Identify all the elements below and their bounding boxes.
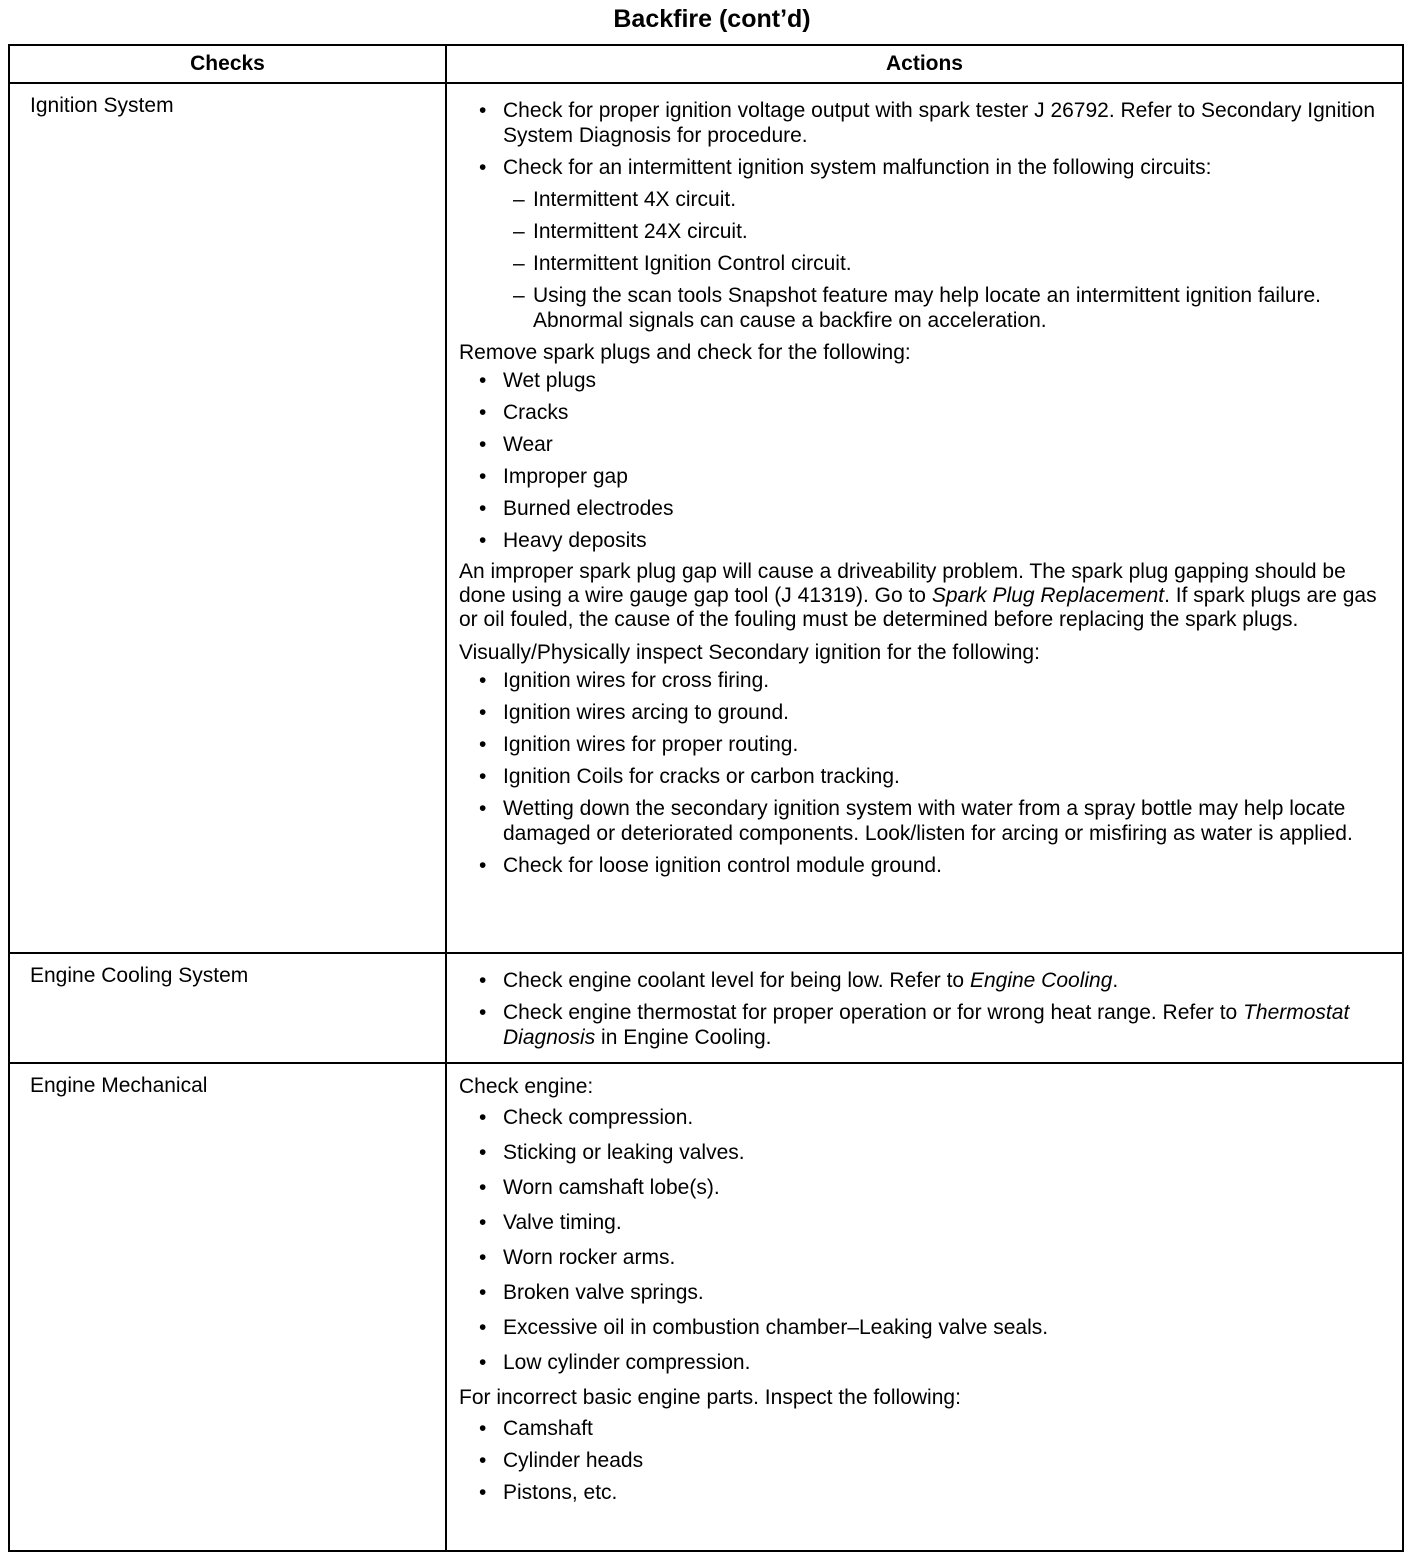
- list-item: • Worn camshaft lobe(s).: [479, 1176, 720, 1199]
- list-item: • Worn rocker arms.: [479, 1246, 676, 1269]
- bullet-icon: •: [479, 969, 487, 992]
- dash-icon: –: [513, 252, 525, 275]
- list-item: • Check compression.: [479, 1106, 694, 1129]
- table-row: [9, 953, 1403, 1063]
- list-item: • Ignition Coils for cracks or carbon tracking.: [479, 765, 900, 788]
- table-row: [9, 1063, 1403, 1551]
- sub-list-item: – Intermittent 4X circuit.: [513, 188, 737, 211]
- list-item: • Ignition wires arcing to ground.: [479, 701, 789, 724]
- checks-header: Checks: [9, 45, 446, 83]
- bullet-icon: •: [479, 1316, 487, 1339]
- dash-icon: –: [513, 188, 525, 211]
- list-item: • Check engine coolant level for being low. Refer to Engine Cooling.: [479, 969, 1119, 992]
- list-item: • Sticking or leaking valves.: [479, 1141, 745, 1164]
- spark-plug-replacement-ref: Spark Plug Replacement: [931, 584, 1165, 607]
- list-item: • Camshaft: [479, 1417, 593, 1440]
- engine-cooling-ref: Engine Cooling: [969, 969, 1113, 992]
- bullet-icon: •: [479, 1246, 487, 1269]
- bullet-icon: •: [479, 797, 487, 820]
- section-heading: Check engine:: [459, 1075, 594, 1098]
- bullet-icon: •: [479, 701, 487, 724]
- list-item: • Check engine thermostat for proper operation or for wrong heat range. Refer to Thermostat Diagnosis in Engine Cooling.: [479, 1001, 1350, 1049]
- list-item: • Burned electrodes: [479, 497, 674, 520]
- bullet-icon: •: [479, 465, 487, 488]
- header-row: [9, 45, 1403, 83]
- actions-engine-mechanical: [446, 1063, 1403, 1551]
- list-item: • Cylinder heads: [479, 1449, 644, 1472]
- bullet-icon: •: [479, 1281, 487, 1304]
- actions-header: Actions: [446, 45, 1403, 83]
- bullet-icon: •: [479, 433, 487, 456]
- bullet-icon: •: [479, 99, 487, 122]
- bullet-icon: •: [479, 669, 487, 692]
- table-row: [9, 83, 1403, 953]
- list-item: • Pistons, etc.: [479, 1481, 618, 1504]
- list-item: • Excessive oil in combustion chamber–Leaking valve seals.: [479, 1316, 1049, 1339]
- list-item: • Wet plugs: [479, 369, 596, 392]
- list-item: • Wear: [479, 433, 553, 456]
- list-item: • Ignition wires for cross firing.: [479, 669, 770, 692]
- thermostat-diagnosis-ref: Thermostat Diagnosis: [503, 1001, 1350, 1049]
- list-item: • Check for loose ignition control module ground.: [479, 854, 942, 877]
- bullet-icon: •: [479, 156, 487, 179]
- check-ignition-system: Ignition System: [9, 83, 446, 953]
- list-item: • Low cylinder compression.: [479, 1351, 751, 1374]
- bullet-icon: •: [479, 1176, 487, 1199]
- bullet-icon: •: [479, 1417, 487, 1440]
- bullet-icon: •: [479, 1106, 487, 1129]
- diagnosis-table: [8, 44, 1404, 1552]
- actions-engine-cooling-system: [446, 953, 1403, 1063]
- dash-icon: –: [513, 284, 525, 307]
- list-item: • Improper gap: [479, 465, 628, 488]
- bullet-icon: •: [479, 369, 487, 392]
- bullet-icon: •: [479, 497, 487, 520]
- list-item: • Check for an intermittent ignition system malfunction in the following circuits:: [479, 156, 1212, 179]
- bullet-icon: •: [479, 854, 487, 877]
- bullet-icon: •: [479, 1141, 487, 1164]
- bullet-icon: •: [479, 1351, 487, 1374]
- list-item: • Broken valve springs.: [479, 1281, 704, 1304]
- sub-list-item: – Intermittent 24X circuit.: [513, 220, 748, 243]
- gap-paragraph: An improper spark plug gap will cause a driveability problem. The spark plug gapping should be done using a wire gauge gap tool (J 41319). Go to Spark Plug Replacement. If spark plugs are gas or oil fouled, the cause of the fouling must be determined before replacing the spark plugs.: [459, 560, 1377, 631]
- bullet-icon: •: [479, 1481, 487, 1504]
- bullet-icon: •: [479, 401, 487, 424]
- sub-list-item: – Using the scan tools Snapshot feature may help locate an intermittent ignition failure. Abnormal signals can cause a backfire on acceleration.: [513, 284, 1321, 332]
- check-engine-mechanical: Engine Mechanical: [9, 1063, 446, 1551]
- bullet-icon: •: [479, 1449, 487, 1472]
- list-item: • Wetting down the secondary ignition system with water from a spray bottle may help locate damaged or deteriorated components. Look/listen for arcing or misfiring as water is applied.: [479, 797, 1353, 845]
- bullet-icon: •: [479, 1001, 487, 1024]
- section-heading: Remove spark plugs and check for the following:: [459, 341, 911, 364]
- section-heading: Visually/Physically inspect Secondary ignition for the following:: [459, 641, 1040, 664]
- list-item: • Check for proper ignition voltage output with spark tester J 26792. Refer to Secondary Ignition System Diagnosis for procedure.: [479, 99, 1375, 147]
- list-item: • Heavy deposits: [479, 529, 647, 552]
- list-item: • Cracks: [479, 401, 569, 424]
- bullet-icon: •: [479, 1211, 487, 1234]
- bullet-icon: •: [479, 529, 487, 552]
- section-heading: For incorrect basic engine parts. Inspect the following:: [459, 1386, 961, 1409]
- bullet-icon: •: [479, 765, 487, 788]
- check-engine-cooling-system: Engine Cooling System: [9, 953, 446, 1063]
- list-item: • Ignition wires for proper routing.: [479, 733, 799, 756]
- page-title: Backfire (cont’d): [613, 5, 811, 33]
- list-item: • Valve timing.: [479, 1211, 622, 1234]
- bullet-icon: •: [479, 733, 487, 756]
- dash-icon: –: [513, 220, 525, 243]
- sub-list-item: – Intermittent Ignition Control circuit.: [513, 252, 852, 275]
- actions-ignition-system: [446, 83, 1403, 953]
